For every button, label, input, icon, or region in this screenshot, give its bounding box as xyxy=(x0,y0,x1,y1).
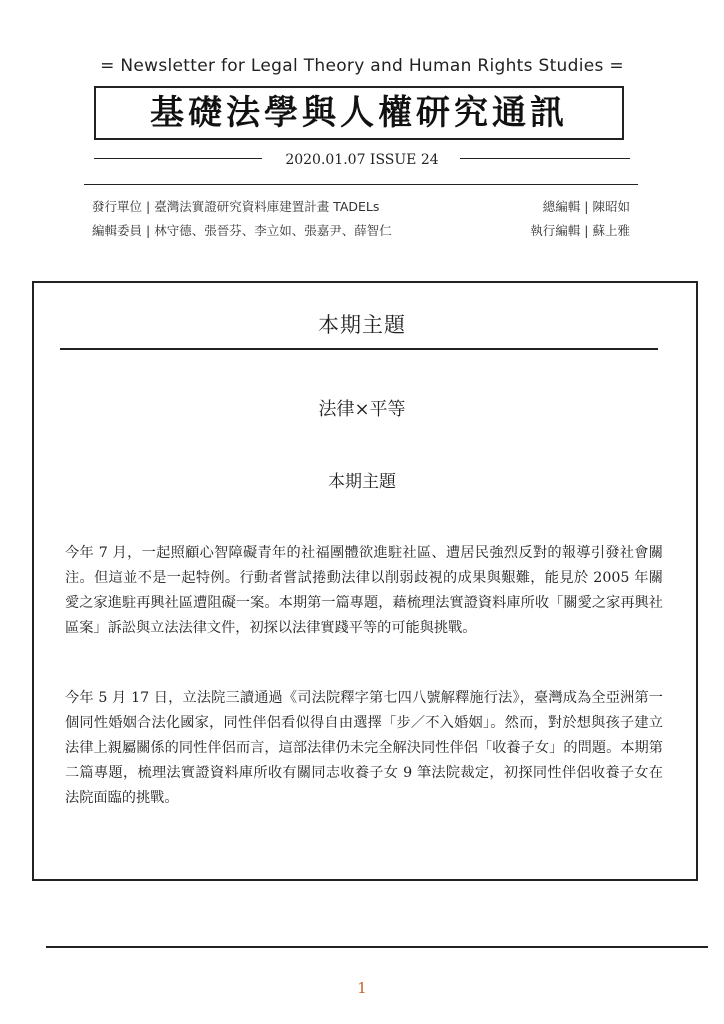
exec-editor-row xyxy=(530,221,630,239)
newsletter-title: 基礎法學與人權研究通訊 xyxy=(94,86,624,140)
publisher-label: 發行單位 xyxy=(92,199,143,214)
issue-rule-right xyxy=(460,158,630,159)
publisher-value: 臺灣法實證研究資料庫建置計畫 TADELs xyxy=(154,199,380,214)
section-title: 本期主題 xyxy=(318,313,406,337)
chief-editor-label: 總編輯 xyxy=(542,199,581,214)
chief-editor-value: 陳昭如 xyxy=(592,199,630,214)
publisher-row xyxy=(92,197,379,215)
committee-label: 編輯委員 xyxy=(92,223,143,238)
footer-rule xyxy=(46,946,708,948)
committee-value: 林守德、張晉芬、李立如、張嘉尹、薛智仁 xyxy=(154,223,392,238)
theme-heading: 法律×平等 xyxy=(318,399,406,420)
paragraph-2: 今年 5 月 17 日，立法院三讀通過《司法院釋字第七四八號解釋施行法》，臺灣成為全亞洲第一個同性婚姻合法化國家，同性伴侶看似得自由選擇「步／不入婚姻」。然而，對於想與孩子建立法律上親屬關係的同性伴侶而言，這部法律仍未完全解決同性伴侶「收養子女」的問題。本期第二篇專題，梳理法實證資料庫所收有關同志收養子女 9 筆法院裁定，初探同性伴侶收養子女在法院面臨的挑戰。 xyxy=(65,690,663,806)
exec-editor-label: 執行編輯 xyxy=(530,223,581,238)
chief-editor-row xyxy=(543,197,630,215)
exec-editor-value: 蘇上雅 xyxy=(592,223,630,238)
issue-line: 2020.01.07 ISSUE 24 xyxy=(285,152,439,168)
separator: | xyxy=(584,223,593,238)
section-title-rule xyxy=(60,348,658,350)
newsletter-subtitle: = Newsletter for Legal Theory and Human Rights Studies = xyxy=(100,56,624,76)
page-number: 1 xyxy=(357,979,367,997)
masthead-divider xyxy=(84,184,638,185)
separator: | xyxy=(146,199,155,214)
paragraph-1: 今年 7 月，一起照顧心智障礙青年的社福團體欲進駐社區、遭居民強烈反對的報導引發社會關注。但這並不是一起特例。行動者嘗試捲動法律以削弱歧視的成果與艱難，能見於 2005 年關愛之家進駐再興社區遭阻礙一案。本期第一篇專題，藉梳理法實證資料庫所收「關愛之家再興社區案」訴訟與立法法律文件，初探以法律實踐平等的可能與挑戰。 xyxy=(65,545,663,636)
theme-subheading: 本期主題 xyxy=(328,472,396,492)
separator: | xyxy=(146,223,155,238)
committee-row xyxy=(92,221,392,239)
separator: | xyxy=(584,199,593,214)
